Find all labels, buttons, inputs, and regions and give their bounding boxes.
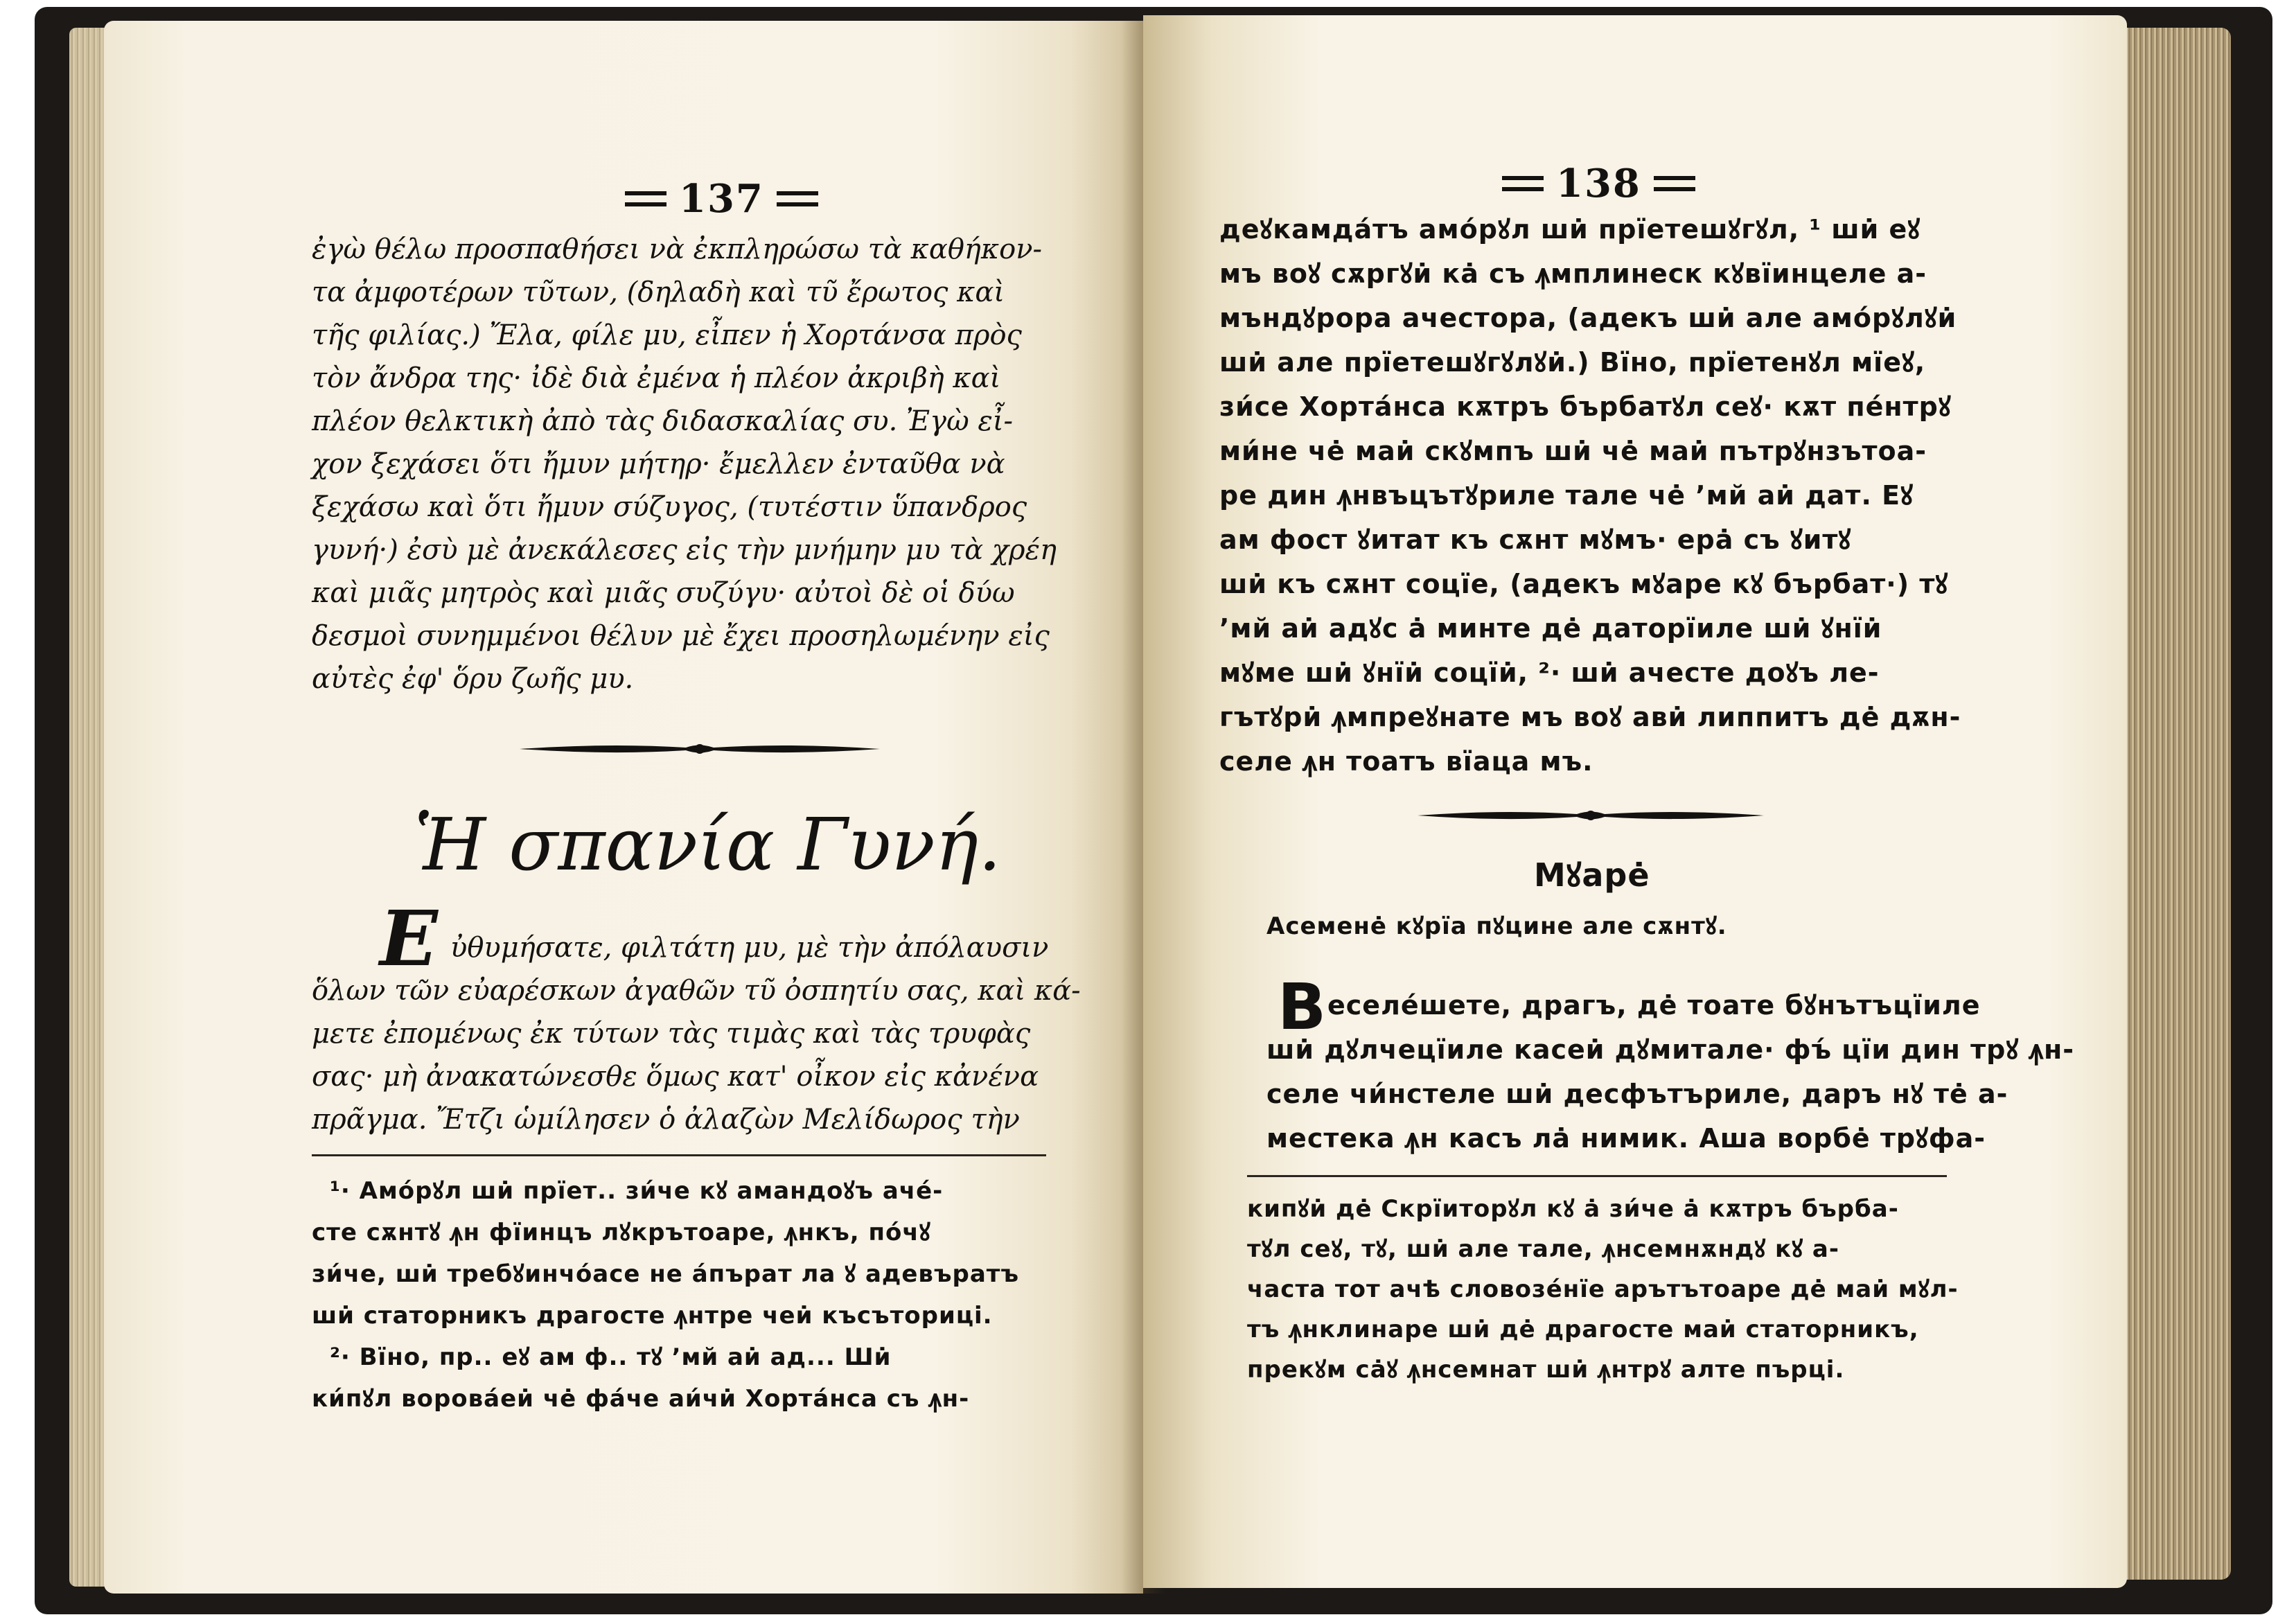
- footnote-line: часта тот ачѣ словозе́нїе арътътоаре де̇ маи̇ мꙋл-: [1247, 1276, 1959, 1303]
- drop-cap: В: [1278, 970, 1327, 1044]
- footnote-rule: [312, 1154, 1046, 1156]
- text-line: местека ꙟн касъ ла̇ нимик. Аша ворбе̇ трꙋфа-: [1266, 1123, 1986, 1154]
- footnote-line: ши̇ статорникъ драгосте ꙟнтре чеи̇ късъториці.: [312, 1302, 993, 1330]
- text-line: μετε ἐπομένως ἐκ τύτων τὰς τιμὰς καὶ τὰς τρυφὰς: [312, 1018, 1031, 1050]
- text-line: ши̇ дꙋлчецїиле касеи̇ дꙋмитале· фъ́ цїи дин трꙋ ꙟн-: [1266, 1034, 2074, 1065]
- section-subheading: Асемене̇ кꙋрїа пꙋцине але сѫнтꙋ.: [1266, 912, 1727, 940]
- text-line: деꙋкамда́тъ амо́рꙋл ши̇ прїетешꙋгꙋл, ¹ ши̇ еꙋ: [1219, 214, 1921, 245]
- left-page: [104, 21, 1143, 1594]
- text-line: ши̇ але прїетешꙋгꙋлꙋи̇.) Вїно, прїетенꙋл мїеꙋ,: [1219, 347, 1926, 378]
- section-heading: Ἡ σπανία Γυνή.: [414, 802, 1002, 887]
- text-line: мъндꙋрора ачестора, (адекъ ши̇ але амо́рꙋлꙋи̇: [1219, 303, 1957, 333]
- left-page-number: [625, 176, 818, 222]
- footnote-line: зи́че, ши̇ требꙋинчо́асе не а́пърат ла ꙋ адевъратъ: [312, 1260, 1020, 1288]
- text-line: τῆς φιλίας.) Ἔλα, φίλε μυ, εἶπεν ἡ Χορτάνσα πρὸς: [312, 319, 1022, 351]
- text-line: καὶ μιᾶς μητρὸς καὶ μιᾶς συζύγυ· αὐτοὶ δὲ οἱ δύω: [312, 577, 1015, 609]
- text-line: селе ꙟн тоатъ вїаца мъ.: [1219, 746, 1593, 777]
- text-line: αὐτὲς ἐφ' ὅρυ ζωῆς μυ.: [312, 663, 634, 695]
- right-page-number: [1502, 161, 1695, 206]
- ornament-bars-right: [777, 191, 818, 206]
- text-line: ре дин ꙟнвъцътꙋриле тале че̇ ʼмй аи̇ дат. Еꙋ: [1219, 480, 1914, 511]
- text-line: гътꙋри̇ ꙟмпреꙋнате мъ воꙋ ави̇ липпитъ де̇ дѫн-: [1219, 702, 1961, 732]
- ornament-bars-right: [1654, 176, 1695, 191]
- text-line: ἐγὼ θέλω προσπαθήσει νὰ ἐκπληρώσω τὰ καθήκον-: [312, 233, 1043, 265]
- text-line: πλέον θελκτικὴ ἀπὸ τὰς διδασκαλίας συ. Ἐγὼ εἶ-: [312, 405, 1014, 437]
- text-line: ши̇ къ сѫнт соцїе, (адекъ мꙋаре кꙋ бърбат·) тꙋ: [1219, 569, 1949, 599]
- text-line: ми́не че̇ маи̇ скꙋмпъ ши̇ че̇ маи̇ пътрꙋнзътоа-: [1219, 436, 1927, 466]
- section-heading: Мꙋаре̇: [1534, 856, 1650, 894]
- right-page: [1143, 15, 2127, 1588]
- text-line: γυνή·) ἐσὺ μὲ ἀνεκάλεσες εἰς τὴν μνήμην μυ τὰ χρέη: [312, 534, 1057, 566]
- footnote-line: тꙋл сеꙋ, тꙋ, ши̇ але тале, ꙟнсемнѫндꙋ кꙋ а-: [1247, 1235, 1839, 1263]
- footnote-line: кипꙋи̇ де̇ Скрїиторꙋл кꙋ а̇ зи́че а̇ кѫтръ бърба-: [1247, 1195, 1899, 1223]
- footnote-line: сте сѫнтꙋ ꙟн фїинцъ лꙋкрътоаре, ꙟнкъ, по́чꙋ: [312, 1219, 931, 1246]
- left-page-number-text: 137: [679, 176, 764, 222]
- text-line: ам фост ꙋитат къ сѫнт мꙋмъ· ера̇ съ ꙋитꙋ: [1219, 524, 1852, 555]
- drop-cap: Ε: [380, 894, 438, 983]
- right-page-number-text: 138: [1556, 161, 1641, 206]
- text-line: зи́се Хорта́нса кѫтръ бърбатꙋл сеꙋ· кѫт пе́нтрꙋ: [1219, 391, 1952, 422]
- footnote-line: ¹· Амо́рꙋл ши̇ прїет.. зи́че кꙋ амандоꙋъ аче́-: [330, 1177, 944, 1205]
- text-line: ὐθυμήσατε, φιλτάτη μυ, μὲ τὴν ἀπόλαυσιν: [450, 932, 1049, 964]
- text-line: еселе́шете, драгъ, де̇ тоате бꙋнътъцїиле: [1327, 990, 1981, 1021]
- text-line: σας· μὴ ἀνακατώνεσθε ὅμως κατ' οἶκον εἰς κἀνένα: [312, 1061, 1039, 1093]
- text-line: ξεχάσω καὶ ὅτι ἤμυν σύζυγος, (τυτέστιν ὕπανδρος: [312, 491, 1027, 523]
- ornament-bars-left: [625, 191, 666, 206]
- footnote-line: тъ ꙟнклинаре ши̇ де̇ драгосте маи̇ статорникъ,: [1247, 1316, 1919, 1343]
- text-line: τὸν ἄνδρα της· ἰδὲ διὰ ἐμένα ἡ πλέον ἀκριβὴ καὶ: [312, 362, 1001, 394]
- footnote-rule: [1247, 1175, 1947, 1177]
- text-line: ʼмй аи̇ адꙋс а̇ минте де̇ даторїиле ши̇ ꙋнїи̇: [1219, 613, 1882, 644]
- divider-ornament: [520, 739, 880, 759]
- ornament-bars-left: [1502, 176, 1544, 191]
- text-line: ὅλων τῶν εὐαρέσκων ἀγαθῶν τῦ ὀσπητίυ σας, καὶ κά-: [312, 975, 1081, 1007]
- divider-ornament: [1418, 805, 1764, 826]
- right-page-edges: [2113, 28, 2231, 1580]
- text-line: χον ξεχάσει ὅτι ἤμυν μήτηρ· ἔμελλεν ἐνταῦθα νὰ: [312, 448, 1005, 480]
- text-line: δεσμοὶ συνημμένοι θέλυν μὲ ἔχει προσηλωμένην εἰς: [312, 620, 1050, 652]
- text-line: мъ воꙋ сѫргꙋи̇ ка̇ съ ꙟмплинеск кꙋвїинцеле а-: [1219, 258, 1927, 289]
- footnote-line: ²· Вїно, пр.. еꙋ ам ф.. тꙋ ʼмй аи̇ ад... Ши̇: [330, 1343, 892, 1371]
- text-line: τα ἀμφοτέρων τῦτων, (δηλαδὴ καὶ τῦ ἔρωτος καὶ: [312, 276, 1005, 308]
- text-line: селе чи́нстеле ши̇ десфътъриле, даръ нꙋ те̇ а-: [1266, 1079, 2008, 1109]
- text-line: мꙋме ши̇ ꙋнїи̇ соцїи̇, ²· ши̇ ачесте доꙋъ ле-: [1219, 657, 1880, 688]
- footnote-line: прекꙋм са̇ꙋ ꙟнсемнат ши̇ ꙟнтрꙋ алте пърці.: [1247, 1356, 1845, 1384]
- text-line: πρᾶγμα. Ἔτζι ὡμίλησεν ὁ ἀλαζὼν Μελίδωρος τὴν: [312, 1104, 1020, 1136]
- footnote-line: ки́пꙋл ворова́еи̇ че̇ фа́че аи́чи̇ Хорта́нса съ ꙟн-: [312, 1385, 970, 1413]
